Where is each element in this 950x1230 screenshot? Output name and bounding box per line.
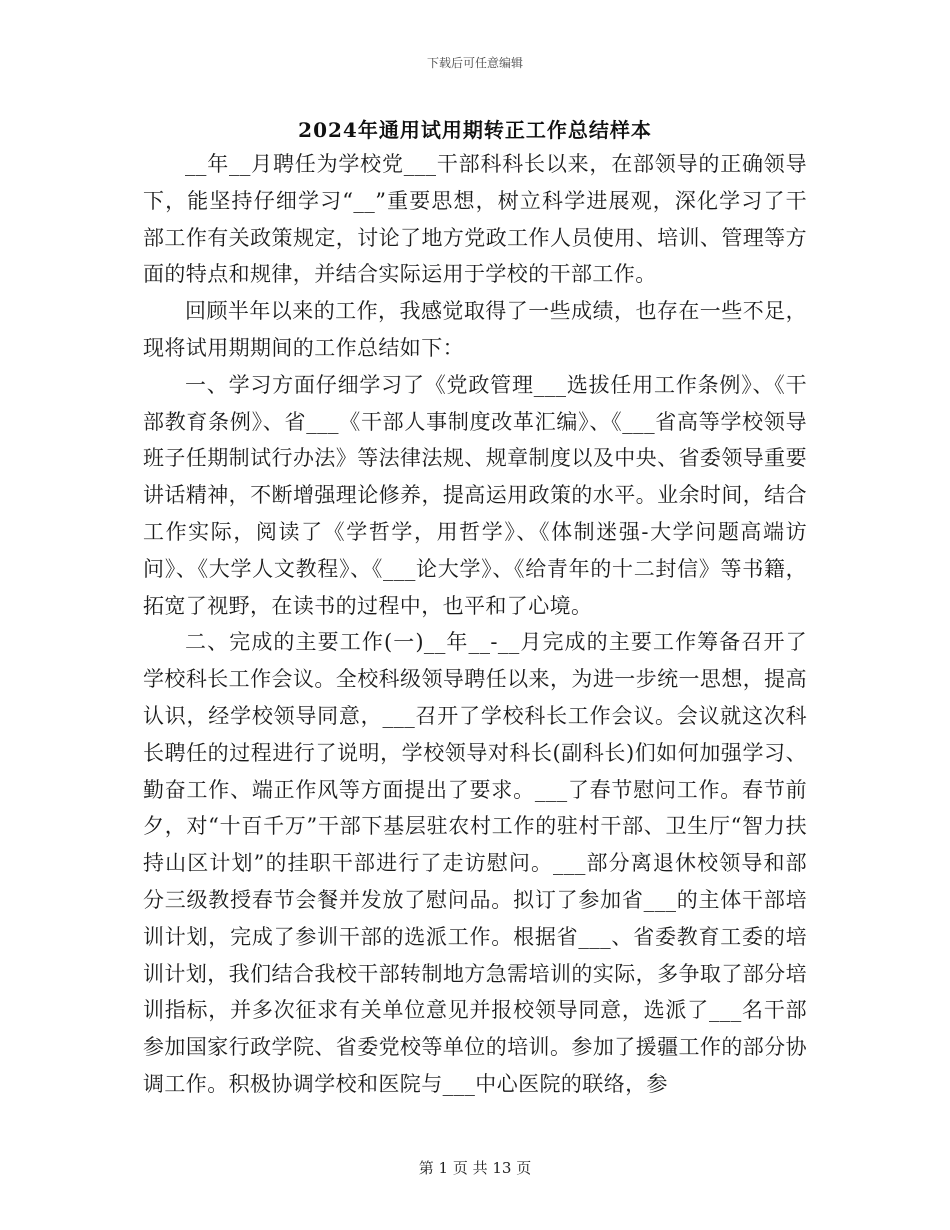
paragraph-review: 回顾半年以来的工作，我感觉取得了一些成绩，也存在一些不足，现将试用期期间的工作总结如下： xyxy=(143,299,807,360)
paragraph-main-work: 二、完成的主要工作(一)__年__-__月完成的主要工作筹备召开了学校科长工作会议。全校科级领导聘任以来，为进一步统一思想，提高认识，经学校领导同意，___召开了学校科长工作会议。会议就这次科长聘任的过程进行了说明，学校领导对科长(副科长)们如何加强学习、勤奋工作、端正作风等方面提出了要求。___了春节慰问工作。春节前夕，对“十百千万”干部下基层驻农村工作的驻村干部、卫生厅“智力扶持山区计划”的挂职干部进行了走访慰问。___部分离退休校领导和部分三级教授春节会餐并发放了慰问品。拟订了参加省___的主体干部培训计划，完成了参训干部的选派工作。根据省___、省委教育工委的培训计划，我们结合我校干部转制地方急需培训的实际，多争取了部分培训指标，并多次征求有关单位意见并报校领导同意，选派了___名干部参加国家行政学院、省委党校等单位的培训。参加了援疆工作的部分协调工作。积极协调学校和医院与___中心医院的联络，参 xyxy=(143,630,807,1096)
header-note: 下载后可任意编辑 xyxy=(426,56,523,70)
document-title: 2024年通用试用期转正工作总结样本 xyxy=(298,118,652,142)
document-body xyxy=(143,146,807,1103)
paragraph-intro: __年__月聘任为学校党___干部科科长以来，在部领导的正确领导下，能坚持仔细学习“__”重要思想，树立科学进展观，深化学习了干部工作有关政策规定，讨论了地方党政工作人员使用、培训、管理等方面的特点和规律，并结合实际运用于学校的干部工作。 xyxy=(143,152,807,287)
page-number: 第 1 页 共 13 页 xyxy=(418,1159,532,1177)
paragraph-study: 一、学习方面仔细学习了《党政管理___选拔任用工作条例》、《干部教育条例》、省___《干部人事制度改革汇编》、《___省高等学校领导班子任期制试行办法》等法律法规、规章制度以及中央、省委领导重要讲话精神，不断增强理论修养，提高运用政策的水平。业余时间，结合工作实际，阅读了《学哲学，用哲学》、《体制迷强-大学问题高端访问》、《大学人文教程》、《___论大学》、《给青年的十二封信》等书籍，拓宽了视野，在读书的过程中，也平和了心境。 xyxy=(143,372,807,618)
